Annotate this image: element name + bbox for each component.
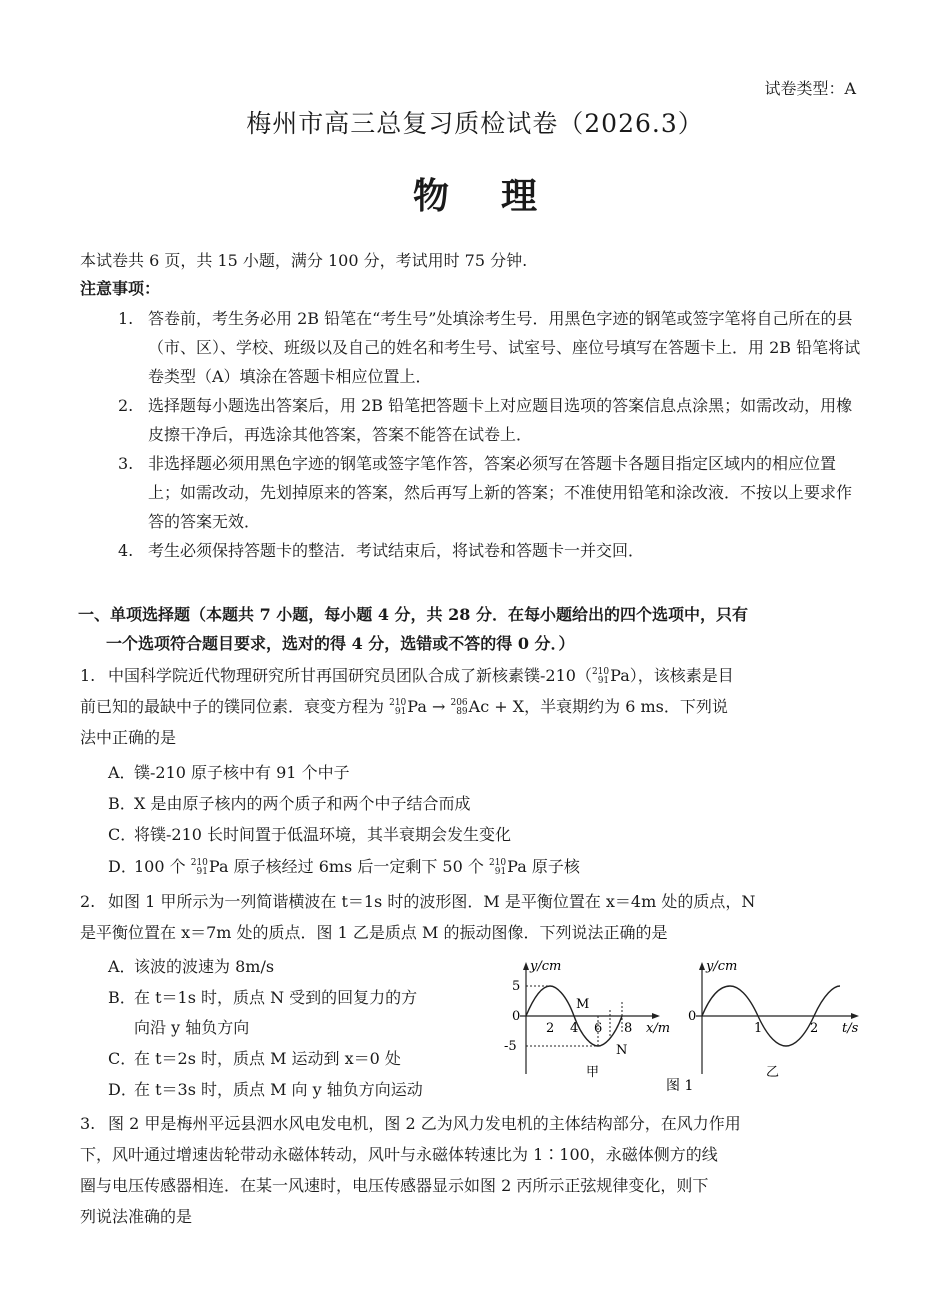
wave-x-label: x/m [646, 1021, 671, 1036]
notice-list [118, 304, 866, 565]
x-tick: 2 [546, 1021, 555, 1036]
notice-item: 3. 非选择题必须用黑色字迹的钢笔或签字笔作答，答案必须写在答题卡各题目指定区域内的相应位置上；如需改动，先划掉原来的答案，然后再写上新的答案；不准使用铅笔和涂改液．不按以上要求作答的答案无效． [118, 454, 853, 531]
option-b-continued: 向沿 y 轴负方向 [134, 1018, 250, 1037]
origin-label: 0 [688, 1009, 697, 1024]
wave-y-label: y/cm [530, 959, 562, 974]
t-tick: 2 [810, 1021, 819, 1036]
t-axis-arrow-icon [851, 1013, 859, 1019]
question-2: 2. 如图 1 甲所示为一列简谐横波在 t＝1s 时的波形图．M 是平衡位置在 x＝4m 处的质点，N 是平衡位置在 x＝7m 处的质点．图 1 乙是质点 M 的振动图像．下列说法正确的是 [80, 892, 756, 942]
figure-caption: 图 1 [666, 1078, 694, 1094]
x-tick: 6 [594, 1021, 603, 1036]
vibration-y-label: y/cm [706, 959, 738, 974]
y-axis-arrow-icon [523, 962, 529, 970]
option-d: D．100 个 210 91 Pa 原子核经过 6ms 后一定剩下 50 个 210 91 Pa 原子核 [108, 857, 580, 877]
point-n-label: N [616, 1043, 628, 1058]
figure-1 [500, 952, 870, 1098]
option-a: A．该波的波速为 8m/s [108, 957, 275, 976]
option-a: A．镤-210 原子核中有 91 个中子 [108, 763, 350, 782]
question-1: 1. 中国科学院近代物理研究所甘再国研究员团队合成了新核素镤-210（ 210 91 Pa），该核素是目 前已知的最缺中子的镤同位素．衰变方程为 210 91 Pa → 206 89 Ac + X，半衰期约为 6 ms．下列说 法中正确的是 [80, 666, 734, 747]
option-c: C．将镤-210 长时间置于低温环境，其半衰期会发生变化 [108, 825, 512, 844]
question-3: 3. 图 2 甲是梅州平远县泗水风电发电机，图 2 乙为风力发电机的主体结构部分，在风力作用 下，风叶通过增速齿轮带动永磁体转动，风叶与永磁体转速比为 1∶100，永磁体侧方的线 圈与电压传感器相连．在某一风速时，电压传感器显示如图 2 丙所示正弦规律变化，则下 列说法准确的是 [80, 1114, 741, 1226]
y-axis-arrow-icon [699, 962, 705, 970]
option-d: D．在 t＝3s 时，质点 M 向 y 轴负方向运动 [108, 1080, 423, 1099]
vibration-t-label: t/s [842, 1021, 859, 1036]
point-m-label: M [576, 997, 590, 1012]
notice-item: 2. 选择题每小题选出答案后，用 2B 铅笔把答题卡上对应题目选项的答案信息点涂黑；如需改动，用橡皮擦干净后，再选涂其他答案，答案不能答在试卷上． [118, 396, 853, 444]
x-tick: 8 [624, 1021, 633, 1036]
y-tick: -5 [504, 1039, 517, 1054]
y-tick: 0 [512, 1009, 521, 1024]
option-b: B．在 t＝1s 时，质点 N 受到的回复力的方 [108, 988, 418, 1007]
notice-item: 4. 考生必须保持答题卡的整洁．考试结束后，将试卷和答题卡一并交回． [118, 541, 645, 560]
subject-title: 物理 [412, 175, 589, 217]
option-c: C．在 t＝2s 时，质点 M 运动到 x＝0 处 [108, 1049, 401, 1068]
vibration-graph [688, 959, 859, 1080]
notice-item: 1. 答卷前，考生务必用 2B 铅笔在“考生号”处填涂考生号．用黑色字迹的钢笔或签字笔将自己所在的县（市、区）、学校、班级以及自己的姓名和考生号、试室号、座位号填写在答题卡上．用 2B 铅笔将试卷类型（A）填涂在答题卡相应位置上． [118, 309, 861, 386]
paper-type-label: 试卷类型：A [764, 79, 856, 98]
vibration-graph-name: 乙 [766, 1065, 780, 1080]
notice-heading: 注意事项： [80, 279, 161, 298]
exam-intro: 本试卷共 6 页，共 15 小题，满分 100 分，考试用时 75 分钟. [80, 251, 528, 270]
section-heading: 一、单项选择题（本题共 7 小题，每小题 4 分，共 28 分．在每小题给出的四个选项中，只有 一个选项符合题目要求，选对的得 4 分，选错或不答的得 0 分．） [78, 605, 748, 653]
wave-graph [504, 959, 670, 1080]
y-tick: 5 [512, 979, 521, 994]
t-tick: 1 [754, 1021, 763, 1036]
x-tick: 4 [570, 1021, 579, 1036]
exam-title: 梅州市高三总复习质检试卷（2026.3） [246, 109, 704, 138]
option-b: B．X 是由原子核内的两个质子和两个中子结合而成 [108, 794, 471, 813]
x-axis-arrow-icon [652, 1013, 660, 1019]
wave-graph-name: 甲 [586, 1065, 600, 1080]
